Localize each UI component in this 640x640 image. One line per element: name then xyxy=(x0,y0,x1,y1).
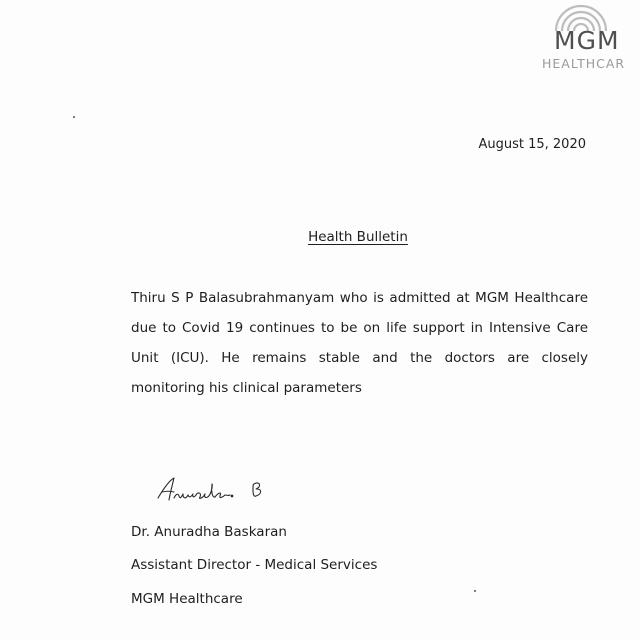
letter-date: August 15, 2020 xyxy=(478,137,586,152)
handwritten-signature xyxy=(156,476,276,510)
bulletin-heading: Health Bulletin xyxy=(308,229,408,245)
bulletin-body: Thiru S P Balasubrahmanyam who is admitted at MGM Healthcare due to Covid 19 continues to be on life support in Intensive Care Unit (ICU). He remains stable and the doctors are closely monitoring his clinical parameters xyxy=(131,290,588,396)
scan-speck xyxy=(73,116,75,118)
signatory-title: Assistant Director - Medical Services xyxy=(131,557,378,573)
logo-subtitle: HEALTHCAR xyxy=(542,56,626,71)
mgm-logo xyxy=(542,4,632,74)
scan-speck xyxy=(474,590,476,592)
signatory-organization: MGM Healthcare xyxy=(131,591,243,607)
signatory-name: Dr. Anuradha Baskaran xyxy=(131,524,287,540)
logo-wordmark: MGM xyxy=(554,26,620,55)
